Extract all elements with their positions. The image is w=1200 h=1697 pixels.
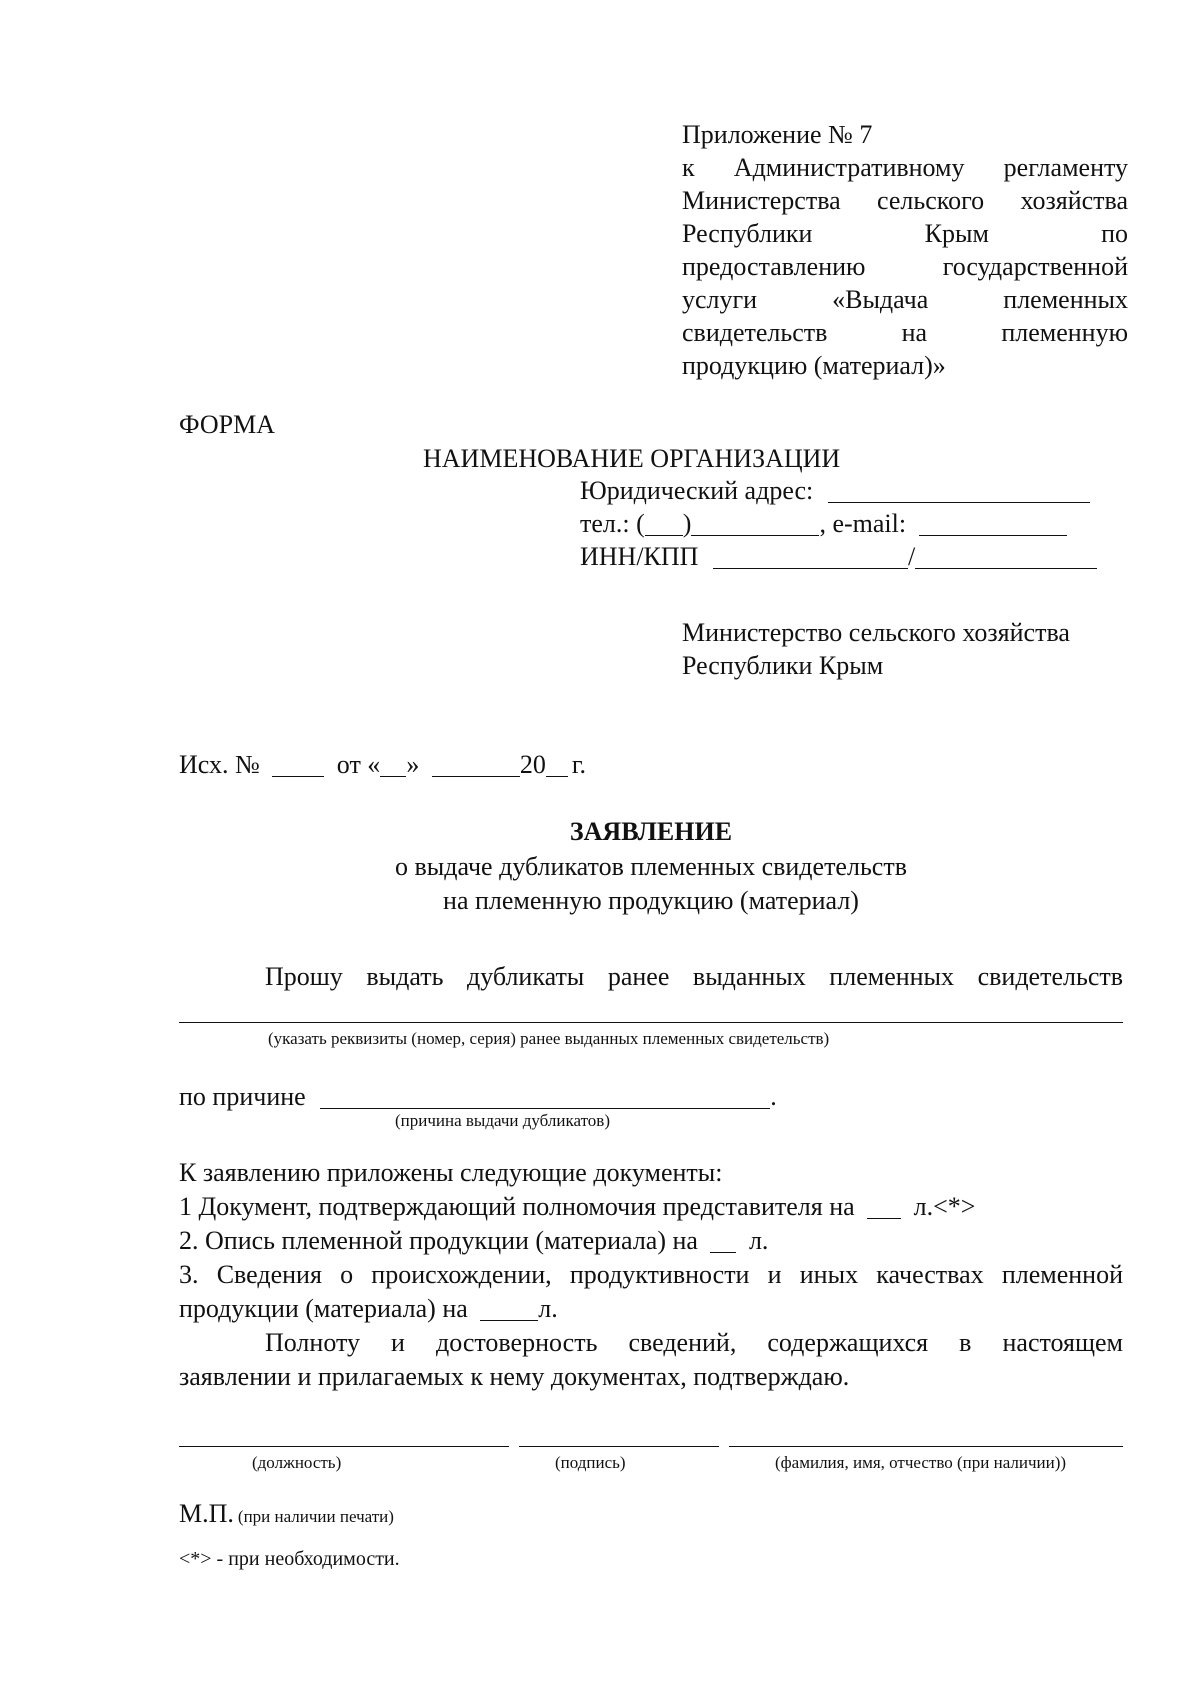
outgoing-quote-close: »	[406, 750, 420, 779]
email-label: , e-mail:	[819, 509, 907, 538]
document-subtitle-line: о выдаче дубликатов племенных свидетельств	[395, 852, 907, 881]
outgoing-number-field[interactable]	[272, 752, 324, 777]
full-name-hint: (фамилия, имя, отчество (при наличии))	[775, 1453, 1067, 1472]
email-field[interactable]	[919, 511, 1067, 536]
appendix-line: продукцию (материал)»	[682, 351, 946, 380]
attachment-item-3-pages-field[interactable]	[480, 1296, 538, 1321]
reason-row	[179, 1080, 777, 1114]
attachment-item-3	[179, 1292, 558, 1326]
legal-address-label: Юридический адрес:	[580, 476, 814, 505]
organization-name: НАИМЕНОВАНИЕ ОРГАНИЗАЦИИ	[423, 444, 841, 473]
inn-kpp-separator: /	[907, 542, 916, 571]
outgoing-year-prefix: 20	[519, 750, 546, 779]
inn-field[interactable]	[713, 544, 908, 569]
document-subtitle-line: на племенную продукцию (материал)	[443, 886, 859, 915]
attachment-item-3-line: 3. Сведения о происхождении, продуктивности и иных качествах племенной	[179, 1260, 1123, 1289]
request-details-hint: (указать реквизиты (номер, серия) ранее выданных племенных свидетельств)	[268, 1029, 830, 1048]
stamp-row	[179, 1497, 394, 1531]
request-details-field[interactable]	[179, 1022, 1123, 1023]
contact-row	[580, 507, 1067, 541]
reason-hint: (причина выдачи дубликатов)	[395, 1111, 610, 1130]
phone-code-field[interactable]	[645, 511, 683, 536]
attachment-item-1-pages-field[interactable]	[867, 1194, 901, 1219]
signature-hint: (подпись)	[555, 1453, 626, 1472]
request-text: Прошу выдать дубликаты ранее выданных племенных свидетельств	[265, 962, 1123, 991]
reason-field[interactable]	[320, 1084, 770, 1109]
attachment-item-end: л.<*>	[913, 1192, 976, 1221]
outgoing-year-field[interactable]	[546, 752, 568, 777]
confirmation-line: заявлении и прилагаемых к нему документах, подтверждаю.	[179, 1362, 850, 1391]
appendix-line: Республики Крым по	[682, 219, 1128, 248]
attachment-item-2	[179, 1224, 768, 1258]
recipient-line: Министерство сельского хозяйства	[682, 618, 1070, 647]
signature-field[interactable]	[519, 1446, 719, 1447]
attachment-item-text: 2. Опись племенной продукции (материала) на	[179, 1226, 698, 1255]
inn-kpp-row	[580, 540, 1097, 574]
attachments-intro: К заявлению приложены следующие документы:	[179, 1158, 723, 1187]
outgoing-month-field[interactable]	[432, 752, 520, 777]
appendix-line: услуги «Выдача племенных	[682, 285, 1128, 314]
confirmation-line: Полноту и достоверность сведений, содержащихся в настоящем	[265, 1328, 1123, 1357]
appendix-line: Министерства сельского хозяйства	[682, 186, 1128, 215]
stamp-hint: (при наличии печати)	[237, 1507, 394, 1526]
full-name-field[interactable]	[729, 1446, 1123, 1447]
phone-number-field[interactable]	[691, 511, 819, 536]
stamp-label: М.П.	[179, 1499, 234, 1528]
kpp-field[interactable]	[915, 544, 1097, 569]
reason-end: .	[770, 1082, 777, 1111]
outgoing-day-field[interactable]	[380, 752, 406, 777]
attachment-item-text: 1 Документ, подтверждающий полномочия представителя на	[179, 1192, 855, 1221]
position-hint: (должность)	[252, 1453, 342, 1472]
recipient-block	[682, 616, 1070, 682]
appendix-line: свидетельств на племенную	[682, 318, 1128, 347]
appendix-line: предоставлению государственной	[682, 252, 1128, 281]
attachment-item-text: продукции (материала) на	[179, 1294, 468, 1323]
attachment-item-end: л.	[538, 1294, 558, 1323]
recipient-line: Республики Крым	[682, 651, 884, 680]
reason-label: по причине	[179, 1082, 306, 1111]
outgoing-number-row	[179, 748, 586, 782]
legal-address-field[interactable]	[828, 478, 1090, 503]
appendix-line: к Административному регламенту	[682, 153, 1128, 182]
form-label: ФОРМА	[179, 410, 275, 439]
attachment-item-1	[179, 1190, 975, 1224]
appendix-block	[682, 118, 1128, 382]
footnote: <*> - при необходимости.	[179, 1548, 400, 1570]
phone-close: )	[682, 509, 692, 538]
outgoing-from: от «	[336, 750, 381, 779]
inn-kpp-label: ИНН/КПП	[580, 542, 699, 571]
position-field[interactable]	[179, 1446, 509, 1447]
phone-label: тел.: (	[580, 509, 645, 538]
legal-address-row	[580, 474, 1090, 508]
attachment-item-end: л.	[748, 1226, 769, 1255]
document-title: ЗАЯВЛЕНИЕ	[569, 817, 733, 846]
attachment-item-2-pages-field[interactable]	[710, 1228, 736, 1253]
outgoing-year-suffix: г.	[571, 750, 587, 779]
outgoing-label: Исх. №	[179, 750, 260, 779]
appendix-line: Приложение № 7	[682, 120, 873, 149]
